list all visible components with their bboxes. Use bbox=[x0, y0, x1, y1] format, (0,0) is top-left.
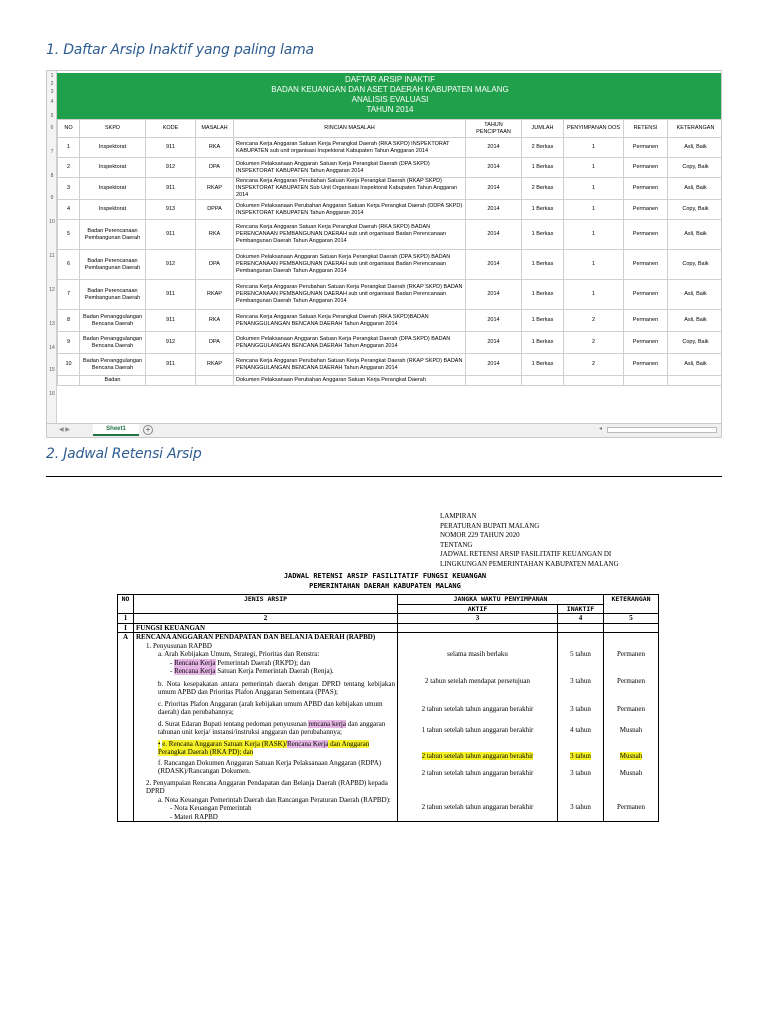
col-number: 5 bbox=[604, 614, 659, 624]
title-line: JADWAL RETENSI ARSIP FASILITATIF FUNGSI KEUANGAN bbox=[283, 572, 487, 580]
cell-no[interactable]: 10 bbox=[58, 354, 80, 376]
cell-dos[interactable]: 1 bbox=[564, 178, 624, 200]
table-row[interactable] bbox=[58, 200, 723, 220]
col-header-jenis: JENIS ARSIP bbox=[134, 595, 398, 614]
cell-no[interactable]: 5 bbox=[58, 220, 80, 250]
cell-kode[interactable] bbox=[146, 376, 196, 386]
highlight-mark: Rencana Kerja bbox=[287, 739, 329, 748]
item-d: d. Surat Edaran Bupati tentang pedoman penyusunan rencana kerja dan anggaran tahunan unit kerja/ instansi/instruksi anggaran dan perubahannya; bbox=[158, 719, 386, 736]
table-header-row bbox=[58, 120, 723, 138]
aktif-value: 2 tahun setelah tahun anggaran berakhir bbox=[421, 705, 534, 713]
inactive-archive-table bbox=[57, 119, 722, 386]
inaktif-value: 5 tahun bbox=[570, 650, 591, 658]
table-row[interactable] bbox=[58, 354, 723, 376]
col-number: 1 bbox=[118, 614, 134, 624]
col-header-no: NO bbox=[118, 595, 134, 614]
sheet-column-header: NO bbox=[58, 120, 80, 138]
cell-masalah[interactable]: RKA bbox=[196, 138, 234, 158]
cell-dos[interactable]: 1 bbox=[564, 158, 624, 178]
cell-no[interactable]: 6 bbox=[58, 250, 80, 280]
cell-tahun[interactable] bbox=[466, 376, 522, 386]
col-number: 4 bbox=[558, 614, 604, 624]
aktif-value: 2 tahun setelah tahun anggaran berakhir bbox=[421, 803, 534, 811]
cell-kode[interactable]: 911 bbox=[146, 178, 196, 200]
item-2a: a. Nota Keuangan Pemerintah Daerah dan Rancangan Peraturan Daerah (RAPBD): bbox=[158, 795, 391, 804]
cell-kode[interactable]: 912 bbox=[146, 332, 196, 354]
cell-tahun[interactable]: 2014 bbox=[466, 200, 522, 220]
item-a-sub2: - Rencana Kerja Satuan Kerja Pemerintah Daerah (Renja). bbox=[170, 667, 334, 675]
row-number[interactable]: 13 bbox=[49, 321, 55, 327]
keterangan-value: Permanen bbox=[617, 676, 646, 685]
cell-tahun[interactable]: 2014 bbox=[466, 280, 522, 310]
cell-masalah[interactable] bbox=[196, 376, 234, 386]
cell-rincian[interactable]: Dokumen Pelaksanaan Perubahan Anggaran Satuan Kerja Perangkat Daerah (DDPA SKPD) INSPEKTORAT KABUPATEN Tahun Anggaran 2014 bbox=[234, 200, 466, 220]
keterangan-value: Permanen bbox=[617, 803, 646, 811]
cell-rincian[interactable]: Rencana Kerja Anggaran Satuan Kerja Perangkat Daerah (RKA SKPD)BADAN PENANGGULANGAN BENCANA DAERAH Tahun Anggaran 2014 bbox=[234, 310, 466, 332]
lampiran-line: TENTANG bbox=[440, 540, 473, 549]
cell-rincian[interactable]: Rencana Kerja Anggaran Satuan Kerja Perangkat Daerah (RKA SKPD) BADAN PERENCANAAN PEMBANGUNAN DAERAH sub unit organisasi Badan Perencanaan Pembangunan Daerah Tahun Anggaran 2014 bbox=[234, 220, 466, 250]
cell-no[interactable]: 2 bbox=[58, 158, 80, 178]
cell-tahun[interactable]: 2014 bbox=[466, 220, 522, 250]
aktif-column bbox=[398, 633, 558, 822]
cell-skpd[interactable]: Inspektorat bbox=[80, 158, 146, 178]
cell-ket[interactable]: Copy, Baik bbox=[668, 250, 723, 280]
cell-no[interactable]: 9 bbox=[58, 332, 80, 354]
row-number[interactable]: 12 bbox=[49, 287, 55, 293]
cell-masalah[interactable]: RKA bbox=[196, 310, 234, 332]
cell-jumlah[interactable]: 1 Berkas bbox=[522, 220, 564, 250]
cell-skpd[interactable]: Badan Perencanaan Pembangunan Daerah bbox=[80, 250, 146, 280]
cell-jumlah[interactable]: 1 Berkas bbox=[522, 250, 564, 280]
cell-ket[interactable] bbox=[668, 376, 723, 386]
row-number[interactable]: 3 bbox=[50, 89, 54, 95]
cell-rincian[interactable]: Dokumen Pelaksanaan Anggaran Satuan Kerja Perangkat Daerah (DPA SKPD) BADAN PENANGGULANGAN BENCANA DAERAH Tahun Anggaran 2014 bbox=[234, 332, 466, 354]
cell-masalah[interactable]: DPA bbox=[196, 158, 234, 178]
retention-table bbox=[117, 594, 659, 822]
cell-retensi[interactable] bbox=[624, 376, 668, 386]
cell-dos[interactable]: 2 bbox=[564, 354, 624, 376]
inaktif-value: 3 tahun bbox=[570, 676, 591, 685]
cell-tahun[interactable]: 2014 bbox=[466, 158, 522, 178]
cell-dos[interactable]: 2 bbox=[564, 332, 624, 354]
row-number[interactable]: 14 bbox=[49, 345, 55, 351]
cell-skpd[interactable]: Badan Perencanaan Pembangunan Daerah bbox=[80, 220, 146, 250]
table-row[interactable] bbox=[58, 250, 723, 280]
cell-jumlah[interactable]: 2 Berkas bbox=[522, 138, 564, 158]
row-number[interactable]: 4 bbox=[50, 99, 54, 105]
cell-kode[interactable]: 911 bbox=[146, 354, 196, 376]
cell-tahun[interactable]: 2014 bbox=[466, 250, 522, 280]
col-header-keterangan: KETERANGAN bbox=[604, 595, 659, 614]
cell-no[interactable] bbox=[58, 376, 80, 386]
table-row[interactable] bbox=[58, 158, 723, 178]
spreadsheet-window[interactable] bbox=[46, 70, 722, 438]
cell-ket[interactable]: Copy, Baik bbox=[668, 332, 723, 354]
cell-tahun[interactable]: 2014 bbox=[466, 310, 522, 332]
cell-masalah[interactable]: DPA bbox=[196, 250, 234, 280]
cell-dos[interactable]: 1 bbox=[564, 200, 624, 220]
table-row[interactable] bbox=[58, 220, 723, 250]
sheet-column-header: RETENSI bbox=[624, 120, 668, 138]
lampiran-line: LINGKUNGAN PEMERINTAHAN KABUPATEN MALANG bbox=[440, 559, 619, 568]
row-number[interactable]: 16 bbox=[49, 391, 55, 397]
sheet-column-header: SKPD bbox=[80, 120, 146, 138]
section-heading-2: 2. Jadwal Retensi Arsip bbox=[46, 446, 202, 462]
add-sheet-icon[interactable]: + bbox=[143, 425, 153, 435]
horizontal-scrollbar[interactable] bbox=[607, 427, 717, 433]
cell-tahun[interactable]: 2014 bbox=[466, 178, 522, 200]
sheet-column-header: KETERANGAN bbox=[668, 120, 723, 138]
cell-ket[interactable]: Asli, Baik bbox=[668, 354, 723, 376]
cell-retensi[interactable]: Permanen bbox=[624, 280, 668, 310]
row-number[interactable]: 1 bbox=[50, 73, 54, 79]
cell-kode[interactable]: 911 bbox=[146, 280, 196, 310]
item-a-label: a. Arah Kebijakan Umum, Strategi, Prioritas dan Renstra: bbox=[158, 650, 320, 658]
keterangan-value: Musnah bbox=[619, 752, 643, 760]
table-row[interactable] bbox=[58, 280, 723, 310]
aktif-value: 2 tahun setelah mendapat persetujuan bbox=[425, 676, 530, 685]
cell-masalah[interactable]: RKAP bbox=[196, 178, 234, 200]
table-row[interactable] bbox=[58, 178, 723, 200]
inaktif-column bbox=[558, 633, 604, 822]
cell-ket[interactable]: Asli, Baik bbox=[668, 220, 723, 250]
section-heading-1: 1. Daftar Arsip Inaktif yang paling lama bbox=[46, 42, 314, 58]
item-a-sub1: - Rencana Kerja Pemerintah Daerah (RKPD); dan bbox=[170, 658, 310, 667]
cell-no[interactable]: 4 bbox=[58, 200, 80, 220]
item-2a-sub2: - Materi RAPBD bbox=[170, 812, 218, 821]
col-header-jangka: JANGKA WAKTU PENYIMPANAN bbox=[398, 595, 604, 605]
cell-jumlah[interactable] bbox=[522, 376, 564, 386]
group-label: RENCANA ANGGARAN PENDAPATAN DAN BELANJA DAERAH (RAPBD) bbox=[136, 633, 376, 641]
lampiran-line: PERATURAN BUPATI MALANG bbox=[440, 521, 540, 530]
section-label: FUNGSI KEUANGAN bbox=[134, 623, 398, 633]
cell-skpd[interactable]: Badan Perencanaan Pembangunan Daerah bbox=[80, 280, 146, 310]
sheet-column-header: PENYIMPANAN DOS bbox=[564, 120, 624, 138]
cell-masalah[interactable]: RKAP bbox=[196, 354, 234, 376]
sheet-nav-arrows-icon[interactable]: ◀ ▶ bbox=[59, 427, 70, 433]
inaktif-value: 3 tahun bbox=[570, 705, 591, 713]
lampiran-block bbox=[440, 512, 619, 569]
inaktif-value: 3 tahun bbox=[570, 752, 591, 760]
item-1: 1. Penyusunan RAPBD bbox=[146, 641, 212, 650]
row-number-gutter bbox=[47, 71, 57, 423]
cell-dos[interactable]: 1 bbox=[564, 138, 624, 158]
sheet-tab-bar bbox=[47, 423, 722, 438]
cell-tahun[interactable]: 2014 bbox=[466, 138, 522, 158]
item-b: b. Nota kesepakatan antara pemerintah daerah dengan DPRD tentang kebijakan umum APBD dan Prioritas Plafon Anggaran Sementara (PPAS); bbox=[158, 679, 395, 696]
cell-kode[interactable]: 912 bbox=[146, 158, 196, 178]
cell-masalah[interactable]: RKAP bbox=[196, 280, 234, 310]
cell-rincian[interactable]: Dokumen Pelaksanaan Anggaran Satuan Kerja Perangkat Daerah (DPA SKPD) BADAN PERENCANAAN PEMBANGUNAN DAERAH sub unit organisasi Badan Perencanaan Pembangunan Daerah Tahun Anggaran 2014 bbox=[234, 250, 466, 280]
banner-line: DAFTAR ARSIP INAKTIF bbox=[345, 75, 435, 84]
sheet-banner bbox=[57, 73, 722, 119]
item-f: f. Rancangan Dokumen Anggaran Satuan Kerja Pelaksanaan Anggaran (RDPA) (RDASK)/Rancangan Dokumen. bbox=[158, 758, 382, 775]
sheet-column-header: JUMLAH bbox=[522, 120, 564, 138]
sheet-tab-sheet1[interactable]: Sheet1 bbox=[93, 424, 139, 436]
cell-tahun[interactable]: 2014 bbox=[466, 354, 522, 376]
row-number[interactable]: 8 bbox=[50, 173, 54, 179]
cell-kode[interactable]: 913 bbox=[146, 200, 196, 220]
keterangan-column bbox=[604, 633, 659, 822]
cell-masalah[interactable]: DPPA bbox=[196, 200, 234, 220]
keterangan-value: Musnah bbox=[619, 768, 643, 777]
row-number[interactable]: 5 bbox=[50, 113, 54, 119]
highlight-mark: rencana kerja bbox=[308, 719, 346, 728]
highlight-mark: Rencana Kerja bbox=[174, 658, 216, 667]
cell-ket[interactable]: Asli, Baik bbox=[668, 280, 723, 310]
cell-no[interactable]: 1 bbox=[58, 138, 80, 158]
cell-skpd[interactable]: Badan Penanggulangan Bencana Daerah bbox=[80, 310, 146, 332]
cell-retensi[interactable]: Permanen bbox=[624, 354, 668, 376]
table-row[interactable] bbox=[58, 332, 723, 354]
aktif-value: selama masih berlaku bbox=[447, 650, 508, 658]
cell-jumlah[interactable]: 1 Berkas bbox=[522, 332, 564, 354]
lampiran-line: NOMOR 229 TAHUN 2020 bbox=[440, 531, 520, 539]
divider-line bbox=[46, 476, 722, 477]
cell-no[interactable]: 7 bbox=[58, 280, 80, 310]
cell-dos[interactable]: 1 bbox=[564, 250, 624, 280]
banner-line: TAHUN 2014 bbox=[366, 105, 414, 114]
row-number[interactable]: 9 bbox=[50, 195, 54, 201]
item-c: c. Prioritas Plafon Anggaran (arah kebijakan umum APBD dan kebijakan umum daerah) dan perubahannya; bbox=[158, 699, 383, 716]
row-number[interactable]: 6 bbox=[50, 125, 54, 131]
cell-masalah[interactable]: RKA bbox=[196, 220, 234, 250]
cell-jumlah[interactable]: 1 Berkas bbox=[522, 158, 564, 178]
cell-kode[interactable]: 912 bbox=[146, 250, 196, 280]
cell-rincian[interactable]: Rencana Kerja Anggaran Perubahan Satuan Kerja Perangkat Daerah (RKAP SKPD) BADAN PERENCANAAN PEMBANGUNAN DAERAH sub unit organisasi Badan Perencanaan Pembangunan Daerah Tahun Anggaran 2014 bbox=[234, 280, 466, 310]
sheet-column-header: KODE bbox=[146, 120, 196, 138]
lampiran-line: JADWAL RETENSI ARSIP FASILITATIF KEUANGAN DI bbox=[440, 550, 612, 558]
retention-body bbox=[134, 633, 398, 822]
keterangan-value: Permanen bbox=[617, 705, 646, 713]
table-row[interactable] bbox=[58, 138, 723, 158]
cell-jumlah[interactable]: 1 Berkas bbox=[522, 354, 564, 376]
cell-jumlah[interactable]: 2 Berkas bbox=[522, 178, 564, 200]
cell-no[interactable]: 3 bbox=[58, 178, 80, 200]
cell-kode[interactable]: 911 bbox=[146, 310, 196, 332]
banner-line: ANALISIS EVALUASI bbox=[351, 95, 429, 104]
cell-skpd[interactable]: Badan bbox=[80, 376, 146, 386]
aktif-value: 1 tahun setelah tahun anggaran berakhir bbox=[421, 725, 534, 734]
title-line: PEMERINTAHAN DAERAH KABUPATEN MALANG bbox=[309, 582, 461, 590]
cell-retensi[interactable]: Permanen bbox=[624, 310, 668, 332]
cell-rincian[interactable]: Rencana Kerja Anggaran Perubahan Satuan Kerja Perangkat Daerah (RKAP SKPD) BADAN PENANGGULANGAN BENCANA DAERAH Tahun Anggaran 2014 bbox=[234, 354, 466, 376]
cell-dos[interactable]: 1 bbox=[564, 280, 624, 310]
cell-ket[interactable]: Asli, Baik bbox=[668, 138, 723, 158]
section-no: I bbox=[118, 623, 134, 633]
col-number: 3 bbox=[398, 614, 558, 624]
inaktif-value: 4 tahun bbox=[570, 725, 591, 734]
cell-jumlah[interactable]: 1 Berkas bbox=[522, 310, 564, 332]
cell-dos[interactable]: 2 bbox=[564, 310, 624, 332]
col-header-aktif: AKTIF bbox=[398, 604, 558, 614]
cell-masalah[interactable]: DPA bbox=[196, 332, 234, 354]
col-header-inaktif: INAKTIF bbox=[558, 604, 604, 614]
cell-kode[interactable]: 911 bbox=[146, 138, 196, 158]
table-row[interactable] bbox=[58, 310, 723, 332]
cell-skpd[interactable]: Badan Penanggulangan Bencana Daerah bbox=[80, 354, 146, 376]
cell-rincian[interactable]: Dokumen Pelaksanaan Perubahan Anggaran Satuan Kerja Perangkat Daerah bbox=[234, 376, 466, 386]
cell-kode[interactable]: 911 bbox=[146, 220, 196, 250]
cell-rincian[interactable]: Rencana Kerja Anggaran Perubahan Satuan Kerja Perangkat Daerah (RKAP SKPD) INSPEKTORAT KABUPATEN Sub Unit Organisasi Inspektorat Kabupaten Tahun Anggaran 2014 bbox=[234, 178, 466, 200]
cell-retensi[interactable]: Permanen bbox=[624, 220, 668, 250]
cell-retensi[interactable]: Permanen bbox=[624, 200, 668, 220]
sheet-column-header: TAHUN PENCIPTAAN bbox=[466, 120, 522, 138]
cell-ket[interactable]: Asli, Baik bbox=[668, 310, 723, 332]
item-e: • e. Rencana Anggaran Satuan Kerja (RASK)/Rencana Kerja dan Anggaran Perangkat Daerah (RKA PD); dan bbox=[158, 739, 370, 756]
col-number: 2 bbox=[134, 614, 398, 624]
retention-schedule-title bbox=[120, 571, 650, 591]
item-2: 2. Penyampaian Rencana Anggaran Pendapatan dan Belanja Daerah (RAPBD) kepada DPRD bbox=[146, 778, 388, 795]
row-number[interactable]: 11 bbox=[49, 253, 55, 259]
aktif-value: 2 tahun setelah tahun anggaran berakhir bbox=[421, 768, 534, 777]
row-number[interactable]: 2 bbox=[50, 81, 54, 87]
cell-skpd[interactable]: Inspektorat bbox=[80, 200, 146, 220]
cell-ket[interactable]: Asli, Baik bbox=[668, 178, 723, 200]
cell-retensi[interactable]: Permanen bbox=[624, 250, 668, 280]
lampiran-line: LAMPIRAN bbox=[440, 512, 477, 520]
cell-skpd[interactable]: Inspektorat bbox=[80, 178, 146, 200]
inaktif-value: 3 tahun bbox=[570, 803, 591, 811]
aktif-value: 2 tahun setelah tahun anggaran berakhir bbox=[421, 752, 534, 760]
group-no: A bbox=[118, 633, 134, 822]
cell-skpd[interactable]: Inspektorat bbox=[80, 138, 146, 158]
sheet-column-header: MASALAH bbox=[196, 120, 234, 138]
item-2a-sub1: - Nota Keuangan Pemerintah bbox=[170, 804, 252, 812]
cell-retensi[interactable]: Permanen bbox=[624, 178, 668, 200]
keterangan-value: Permanen bbox=[617, 650, 646, 658]
banner-line: BADAN KEUANGAN DAN ASET DAERAH KABUPATEN MALANG bbox=[271, 85, 509, 94]
sheet-column-header: RINCIAN MASALAH bbox=[234, 120, 466, 138]
inaktif-value: 3 tahun bbox=[570, 768, 591, 777]
cell-ket[interactable]: Copy, Baik bbox=[668, 158, 723, 178]
row-number[interactable]: 7 bbox=[50, 149, 54, 155]
cell-ket[interactable]: Copy, Baik bbox=[668, 200, 723, 220]
cell-jumlah[interactable]: 1 Berkas bbox=[522, 200, 564, 220]
cell-retensi[interactable]: Permanen bbox=[624, 158, 668, 178]
cell-dos[interactable] bbox=[564, 376, 624, 386]
row-number[interactable]: 10 bbox=[49, 219, 55, 225]
cell-jumlah[interactable]: 1 Berkas bbox=[522, 280, 564, 310]
item-e-bullet: • bbox=[158, 739, 161, 748]
cell-retensi[interactable]: Permanen bbox=[624, 138, 668, 158]
scroll-left-icon[interactable]: ◂ bbox=[599, 426, 603, 432]
cell-skpd[interactable]: Badan Penanggulangan Bencana Daerah bbox=[80, 332, 146, 354]
cell-rincian[interactable]: Rencana Kerja Anggaran Satuan Kerja Perangkat Daerah (RKA SKPD) INSPEKTORAT KABUPATEN sub unit organisasi Inspektorat Kabupaten Tahun Anggaran 2014 bbox=[234, 138, 466, 158]
highlight-mark: Rencana Kerja bbox=[174, 667, 216, 675]
table-row[interactable] bbox=[58, 376, 723, 386]
cell-no[interactable]: 8 bbox=[58, 310, 80, 332]
cell-dos[interactable]: 1 bbox=[564, 220, 624, 250]
row-number[interactable]: 15 bbox=[49, 367, 55, 373]
cell-retensi[interactable]: Permanen bbox=[624, 332, 668, 354]
keterangan-value: Musnah bbox=[619, 725, 643, 734]
cell-rincian[interactable]: Dokumen Pelaksanaan Anggaran Satuan Kerja Perangkat Daerah (DPA SKPD) INSPEKTORAT KABUPATEN Tahun Anggaran 2014 bbox=[234, 158, 466, 178]
cell-tahun[interactable]: 2014 bbox=[466, 332, 522, 354]
